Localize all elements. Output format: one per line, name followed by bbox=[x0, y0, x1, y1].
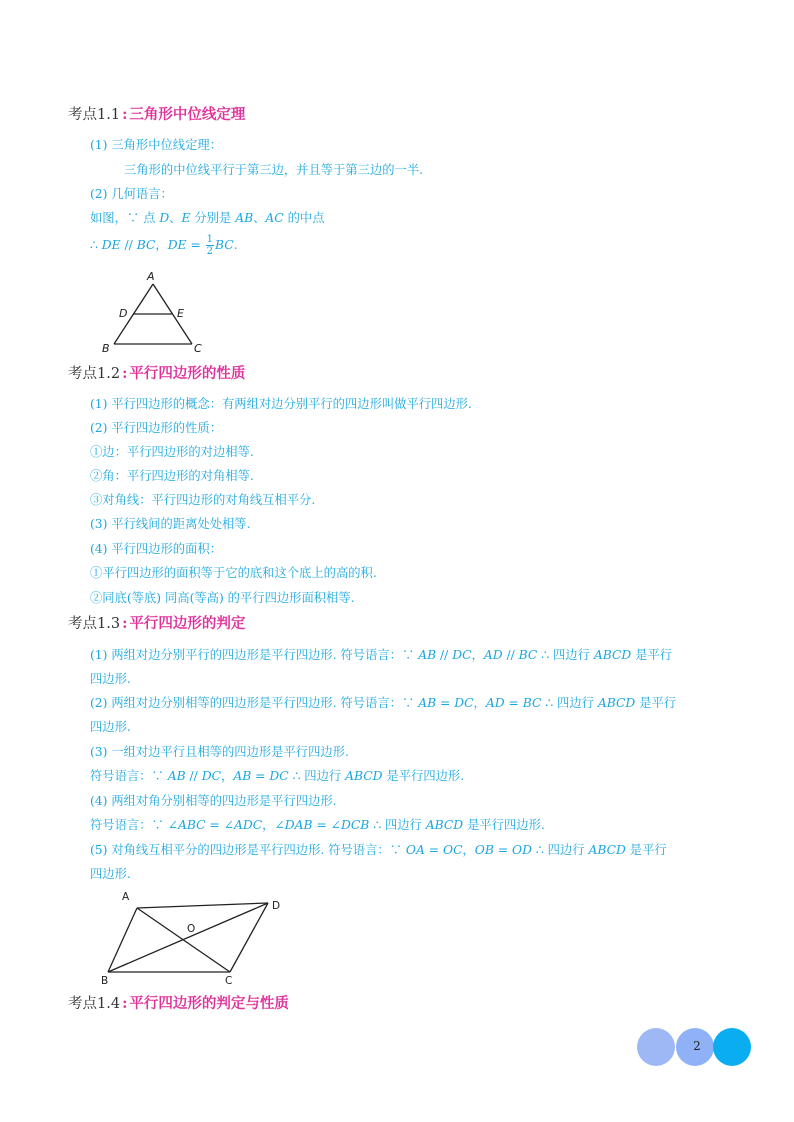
fraction: $\frac{1}{2}$ bbox=[206, 234, 214, 257]
vertex-label-c: C bbox=[194, 342, 202, 355]
text-line: (2) 平行四边形的性质： bbox=[90, 421, 222, 435]
vertex-label-b: B bbox=[101, 975, 109, 987]
section-heading-1-3 bbox=[68, 614, 245, 634]
section-colon: : bbox=[122, 106, 128, 123]
text-line: (1) 三角形中位线定理： bbox=[90, 138, 222, 152]
vertex-label-d: D bbox=[272, 900, 281, 912]
side-ba bbox=[108, 908, 137, 972]
section-colon: : bbox=[122, 995, 128, 1012]
side-dc bbox=[230, 903, 268, 972]
text-line: (3) 平行线间的距离处处相等. bbox=[90, 517, 251, 531]
vertex-label-e: E bbox=[177, 307, 184, 320]
text-line: (4) 平行四边形的面积： bbox=[90, 542, 222, 556]
text-line: 符号语言：∵ ∠ABC = ∠ADC，∠DAB = ∠DCB ∴ 四边行 ABCD 是平行四边形. bbox=[90, 818, 545, 832]
section-heading-1-2 bbox=[68, 364, 245, 384]
text-line: (5) 对角线互相平分的四边形是平行四边形. 符号语言：∵ OA = OC，OB = OD ∴ 四边行 ABCD 是平行 bbox=[90, 843, 667, 857]
section-number: 考点1.4 bbox=[68, 996, 121, 1012]
parallelogram-figure bbox=[96, 886, 296, 990]
text-line: (1) 平行四边形的概念：有两组对边分别平行的四边形叫做平行四边形. bbox=[90, 397, 472, 411]
text-line: 四边形. bbox=[90, 867, 131, 881]
text-line: ②同底(等底) 同高(等高) 的平行四边形面积相等. bbox=[90, 591, 355, 605]
side-ad bbox=[137, 903, 268, 908]
page-badge-circle-right bbox=[713, 1028, 751, 1066]
center-label-o: O bbox=[187, 923, 196, 935]
text-line: 四边形. bbox=[90, 720, 131, 734]
section-number: 考点1.3 bbox=[68, 616, 121, 632]
section-title: 平行四边形的判定 bbox=[129, 615, 246, 632]
text-line: ②角：平行四边形的对角相等. bbox=[90, 469, 254, 483]
section-number: 考点1.1 bbox=[68, 107, 121, 123]
section-colon: : bbox=[122, 615, 128, 632]
vertex-label-a: A bbox=[122, 891, 130, 903]
section-number: 考点1.2 bbox=[68, 366, 121, 382]
page-number: 2 bbox=[693, 1039, 701, 1053]
text-line: ①边：平行四边形的对边相等. bbox=[90, 445, 254, 459]
vertex-label-c: C bbox=[225, 975, 233, 987]
text-line: 四边形. bbox=[90, 672, 131, 686]
section-title: 平行四边形的性质 bbox=[129, 365, 246, 382]
page-badge-circle-left bbox=[637, 1028, 675, 1066]
diagonal-bd bbox=[108, 903, 268, 972]
section-title: 平行四边形的判定与性质 bbox=[129, 995, 289, 1012]
text-line: 如图，∵ 点 D、E 分别是 AB、AC 的中点 bbox=[90, 211, 325, 225]
section-heading-1-4 bbox=[68, 994, 289, 1014]
formula-line: ∴ DE // BC，DE = $\frac{1}{2}$ BC. bbox=[90, 234, 238, 257]
vertex-label-d: D bbox=[119, 307, 128, 320]
text-line: 三角形的中位线平行于第三边，并且等于第三边的一半. bbox=[124, 163, 424, 177]
text-line: (2) 两组对边分别相等的四边形是平行四边形. 符号语言：∵ AB = DC，AD = BC ∴ 四边行 ABCD 是平行 bbox=[90, 696, 677, 710]
section-colon: : bbox=[122, 365, 128, 382]
section-title: 三角形中位线定理 bbox=[129, 106, 246, 123]
text-line: (2) 几何语言： bbox=[90, 187, 173, 201]
text-line: (4) 两组对角分别相等的四边形是平行四边形. bbox=[90, 794, 337, 808]
text-line: (1) 两组对边分别平行的四边形是平行四边形. 符号语言：∵ AB // DC，AD // BC ∴ 四边行 ABCD 是平行 bbox=[90, 648, 673, 662]
text-line: ③对角线：平行四边形的对角线互相平分. bbox=[90, 493, 316, 507]
text-line: (3) 一组对边平行且相等的四边形是平行四边形. bbox=[90, 745, 349, 759]
text-line: 符号语言：∵ AB // DC，AB = DC ∴ 四边行 ABCD 是平行四边形. bbox=[90, 769, 465, 783]
triangle-midline-figure bbox=[96, 268, 216, 358]
text-line: ①平行四边形的面积等于它的底和这个底上的高的积. bbox=[90, 566, 377, 580]
section-heading-1-1 bbox=[68, 105, 245, 125]
vertex-label-a: A bbox=[147, 270, 155, 283]
vertex-label-b: B bbox=[102, 342, 110, 355]
